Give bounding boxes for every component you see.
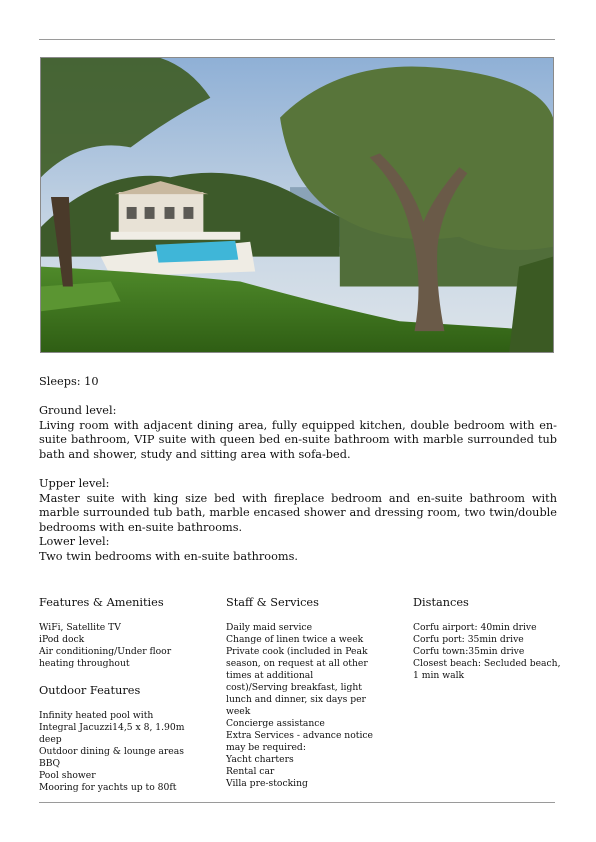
upper-level-text: Master suite with king size bed with fireplace bedroom and en-suite bathroom with marble surrounded tub bath, marble encased shower and dressing room, two twin/double bedrooms with en-suite bathrooms. xyxy=(39,491,557,534)
list-item: Yacht charters xyxy=(226,754,294,765)
staff-column xyxy=(226,596,374,790)
list-item: Outdoor dining & lounge areas xyxy=(39,746,184,757)
list-item: iPod dock xyxy=(39,634,85,645)
lower-level-section xyxy=(39,535,557,564)
outdoor-list xyxy=(39,710,187,794)
ground-level-section xyxy=(39,404,557,462)
distances-column xyxy=(413,596,561,682)
sleeps-line xyxy=(39,375,557,390)
list-item: Corfu airport: 40min drive xyxy=(413,622,537,633)
sleeps-text: Sleeps: 10 xyxy=(39,375,99,388)
features-list xyxy=(39,622,187,670)
list-item: Daily maid service xyxy=(226,622,313,633)
list-item: Change of linen twice a week xyxy=(226,634,364,645)
list-item: Pool shower xyxy=(39,770,96,781)
distances-heading: Distances xyxy=(413,596,469,609)
distances-list xyxy=(413,622,561,682)
list-item: Air conditioning/Under floor heating throughout xyxy=(39,646,172,669)
outdoor-heading: Outdoor Features xyxy=(39,684,141,697)
list-item: Corfu port: 35min drive xyxy=(413,634,524,645)
staff-heading: Staff & Services xyxy=(226,596,319,609)
ground-level-text: Living room with adjacent dining area, fully equipped kitchen, double bedroom with en-suite bathroom, VIP suite with queen bed en-suite bathroom with marble surrounded tub bath and shower, study and sitting area with sofa-bed. xyxy=(39,418,557,461)
upper-level-heading: Upper level: xyxy=(39,477,110,490)
list-item: Corfu town:35min drive xyxy=(413,646,525,657)
lower-level-text: Two twin bedrooms with en-suite bathrooms. xyxy=(39,549,298,563)
list-item: WiFi, Satellite TV xyxy=(39,622,121,633)
list-item: BBQ xyxy=(39,758,61,769)
list-item: Extra Services - advance notice may be required: xyxy=(226,730,373,753)
bottom-divider xyxy=(39,802,555,803)
list-item: Rental car xyxy=(226,766,275,777)
list-item: Concierge assistance xyxy=(226,718,325,729)
upper-level-section xyxy=(39,477,557,535)
features-heading: Features & Amenities xyxy=(39,596,164,609)
features-column xyxy=(39,596,187,794)
list-item: Villa pre-stocking xyxy=(226,778,308,789)
lower-level-heading: Lower level: xyxy=(39,535,110,548)
staff-list xyxy=(226,622,374,790)
top-divider xyxy=(39,39,555,40)
list-item: Closest beach: Secluded beach, 1 min walk xyxy=(413,658,561,681)
list-item: Mooring for yachts up to 80ft xyxy=(39,782,177,793)
villa-photo xyxy=(40,57,554,353)
list-item: Infinity heated pool with Integral Jacuzzi14,5 x 8, 1.90m deep xyxy=(39,710,185,745)
list-item: Private cook (included in Peak season, on request at all other times at additional cost)/Serving breakfast, light lunch and dinner, six days per week xyxy=(226,646,368,717)
ground-level-heading: Ground level: xyxy=(39,404,117,417)
